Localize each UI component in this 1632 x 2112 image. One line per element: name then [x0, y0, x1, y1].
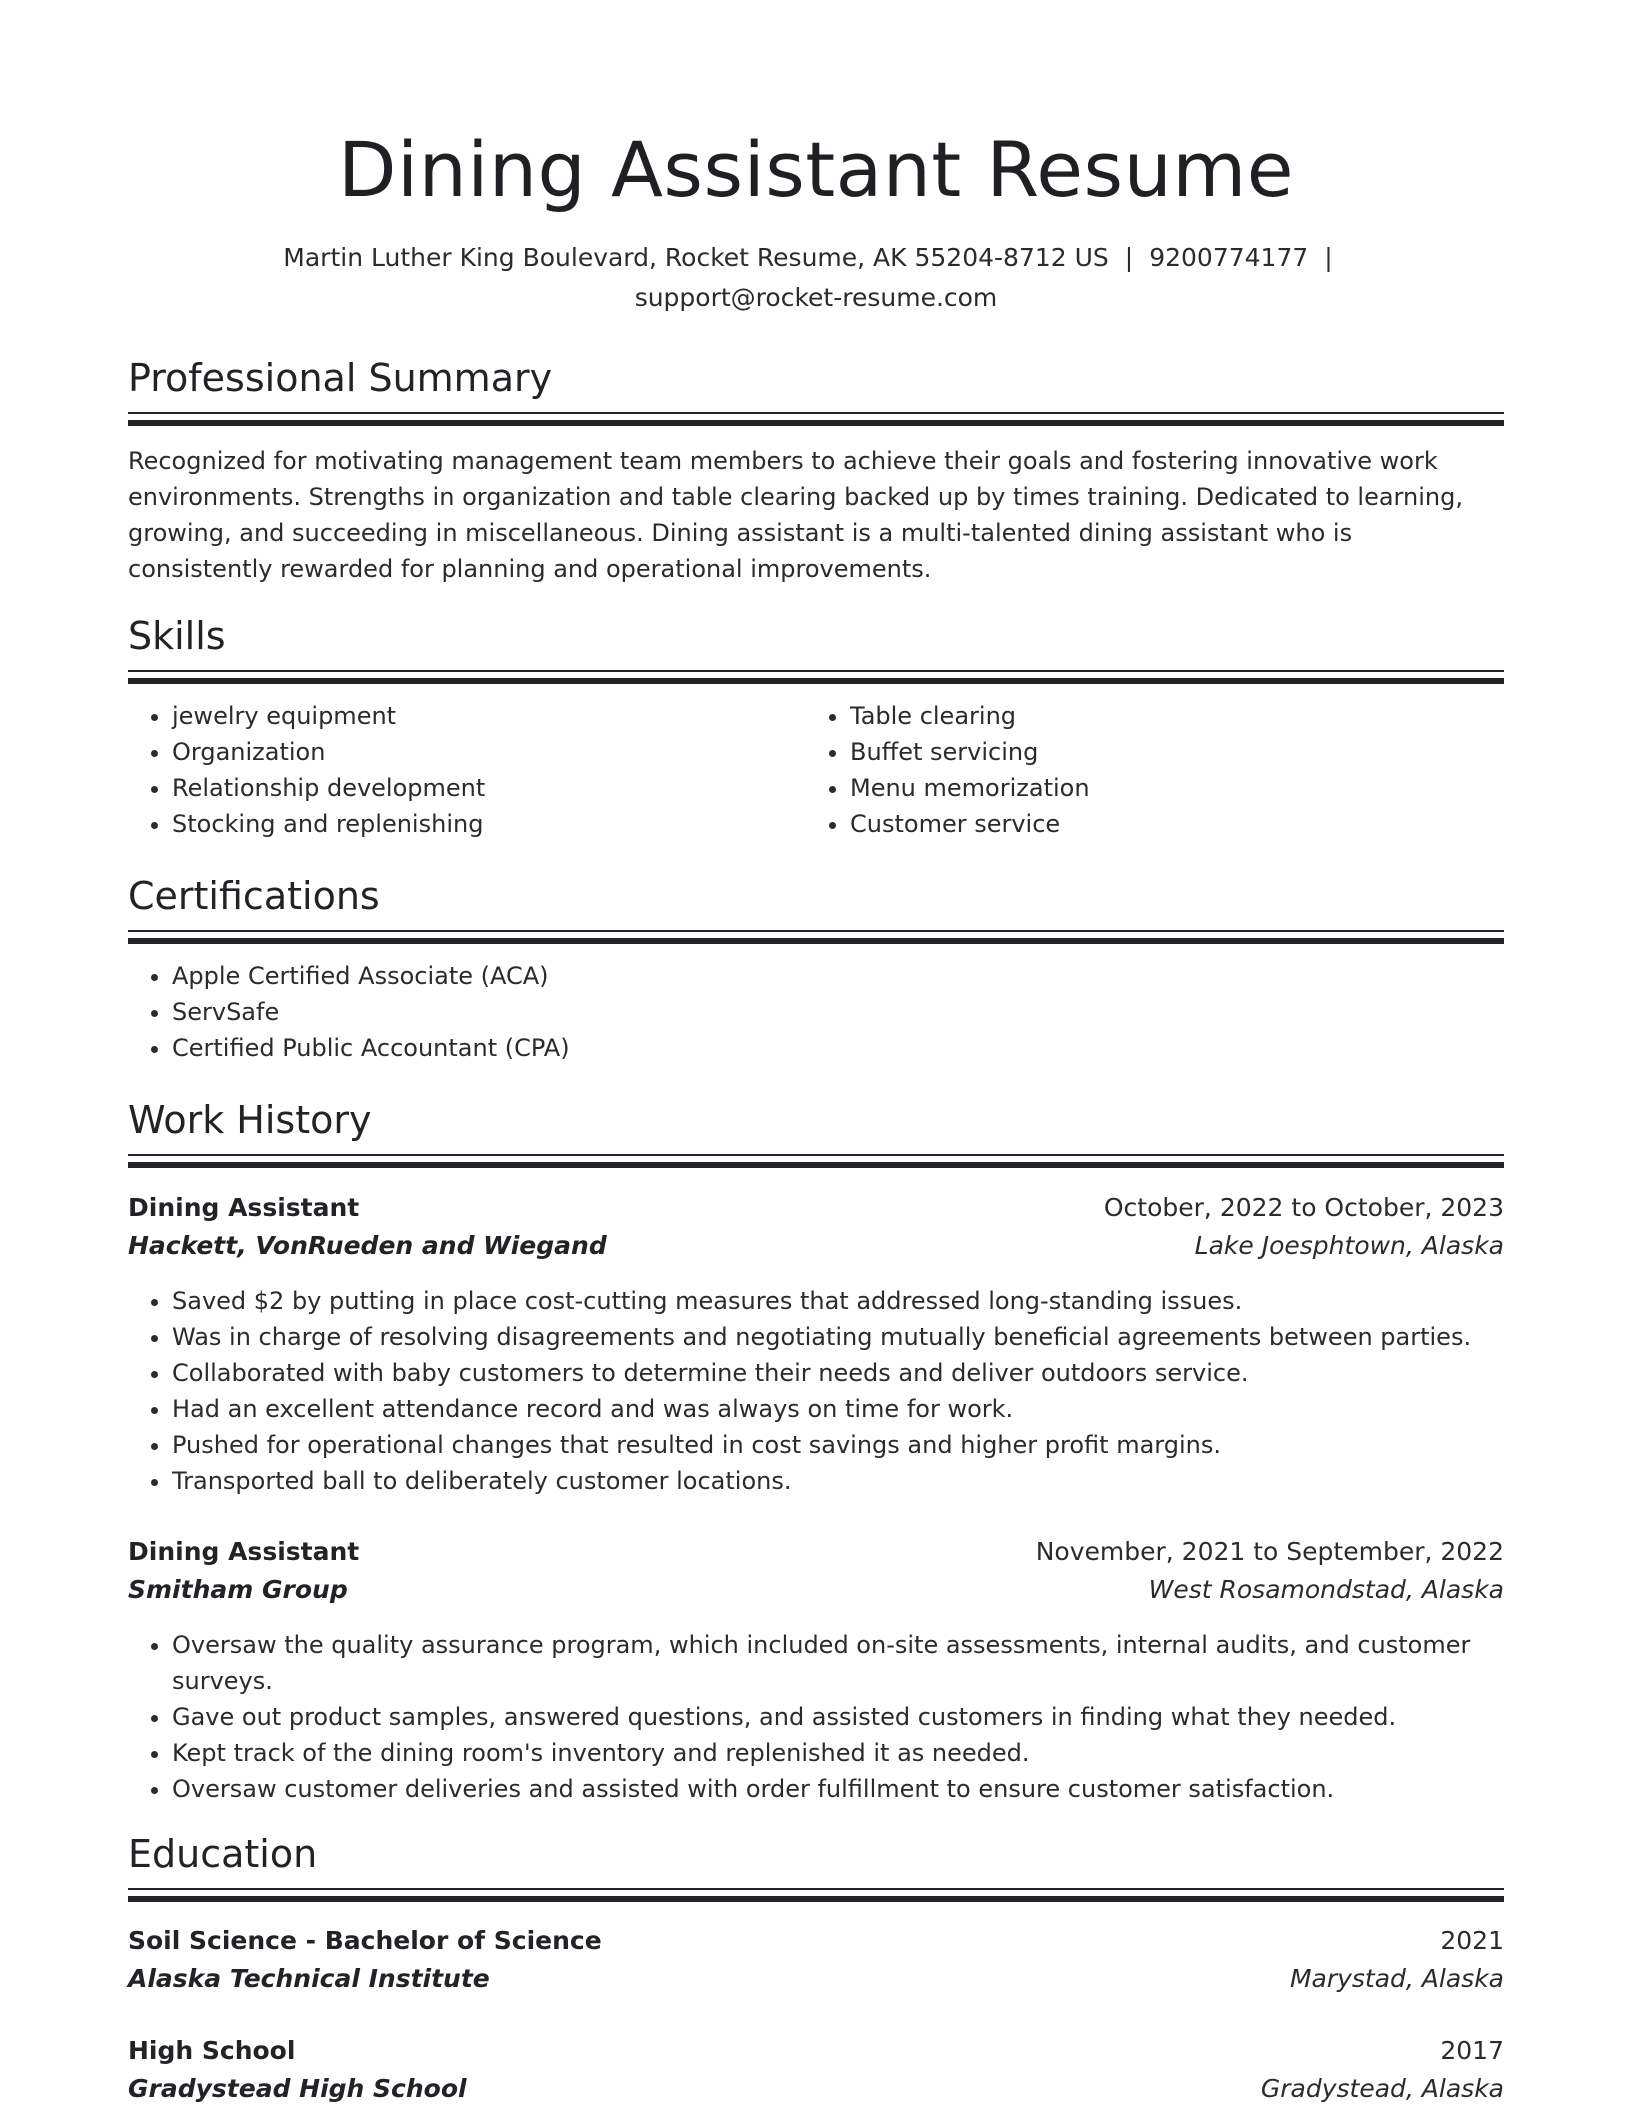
- education-school: Alaska Technical Institute: [128, 1964, 490, 1993]
- certifications-list: [128, 958, 1472, 1066]
- job-title: Dining Assistant: [128, 1193, 360, 1222]
- skill-item: • Stocking and replenishing: [172, 806, 792, 842]
- job-dates: November, 2021 to September, 2022: [1035, 1537, 1504, 1566]
- education-degree-row: [128, 2032, 1504, 2070]
- contact-info: [128, 238, 1504, 318]
- section-divider: [128, 1888, 1504, 1904]
- section-divider: [128, 1154, 1504, 1170]
- education-location: Gradystead, Alaska: [1260, 2074, 1504, 2103]
- contact-separator: |: [1124, 243, 1134, 272]
- contact-email[interactable]: support@rocket-resume.com: [634, 283, 998, 312]
- section-divider: [128, 930, 1504, 946]
- job-bullet: • Oversaw the quality assurance program, which included on-site assessments, internal audits, and customer surveys.: [172, 1627, 1548, 1699]
- job-bullet: • Gave out product samples, answered questions, and assisted customers in finding what they needed.: [172, 1699, 1548, 1735]
- education-degree: High School: [128, 2036, 296, 2065]
- job-company-row: [128, 1571, 1504, 1609]
- section-heading-skills: Skills: [128, 614, 226, 658]
- job-bullet: • Oversaw customer deliveries and assisted with order fulfillment to ensure customer satisfaction.: [172, 1771, 1548, 1807]
- section-heading-work-history: Work History: [128, 1098, 372, 1142]
- job-dates: October, 2022 to October, 2023: [1103, 1193, 1504, 1222]
- education-year: 2021: [1440, 1926, 1504, 1955]
- certification-item: • Certified Public Accountant (CPA): [172, 1030, 1472, 1066]
- section-divider: [128, 670, 1504, 686]
- section-heading-certifications: Certifications: [128, 874, 380, 918]
- education-location: Marystad, Alaska: [1289, 1964, 1504, 1993]
- resume-title: Dining Assistant Resume: [337, 125, 1295, 214]
- job-location: West Rosamondstad, Alaska: [1148, 1575, 1504, 1604]
- job-company: Smitham Group: [128, 1575, 348, 1604]
- job-bullet: • Had an excellent attendance record and was always on time for work.: [172, 1391, 1548, 1427]
- job-location: Lake Joesphtown, Alaska: [1194, 1231, 1504, 1260]
- job-bullet: • Pushed for operational changes that resulted in cost savings and higher profit margins.: [172, 1427, 1548, 1463]
- education-degree: Soil Science - Bachelor of Science: [128, 1926, 602, 1955]
- job-bullets: [128, 1283, 1548, 1499]
- job-company-row: [128, 1227, 1504, 1265]
- job-bullet: • Was in charge of resolving disagreements and negotiating mutually beneficial agreements between parties.: [172, 1319, 1548, 1355]
- job-bullet: • Saved $2 by putting in place cost-cutting measures that addressed long-standing issues.: [172, 1283, 1548, 1319]
- job-title-row: [128, 1189, 1504, 1227]
- job-title-row: [128, 1533, 1504, 1571]
- job-title: Dining Assistant: [128, 1537, 360, 1566]
- certification-item: • Apple Certified Associate (ACA): [172, 958, 1472, 994]
- certification-item: • ServSafe: [172, 994, 1472, 1030]
- skill-item: • Table clearing: [850, 698, 1490, 734]
- skill-item: • Customer service: [850, 806, 1490, 842]
- contact-phone: 9200774177: [1149, 243, 1309, 272]
- job-company: Hackett, VonRueden and Wiegand: [128, 1231, 607, 1260]
- summary-text: Recognized for motivating management team members to achieve their goals and fostering innovative work environments. Strengths in organization and table clearing backed up by times training. Dedicated to learning, growing, and succeeding in miscellaneous. Dining assistant is a multi-talented dining assistant who is consistently rewarded for planning and operational improvements.: [128, 447, 1463, 583]
- education-school: Gradystead High School: [128, 2074, 467, 2103]
- section-divider: [128, 412, 1504, 428]
- education-degree-row: [128, 1922, 1504, 1960]
- skill-item: • Organization: [172, 734, 792, 770]
- skills-list-left: [128, 698, 792, 842]
- skill-item: • jewelry equipment: [172, 698, 792, 734]
- contact-separator: |: [1324, 243, 1333, 272]
- education-year: 2017: [1440, 2036, 1504, 2065]
- skill-item: • Menu memorization: [850, 770, 1490, 806]
- skills-list-right: [806, 698, 1490, 842]
- job-bullet: • Collaborated with baby customers to determine their needs and deliver outdoors service.: [172, 1355, 1548, 1391]
- section-heading-summary: Professional Summary: [128, 356, 553, 400]
- contact-address: Martin Luther King Boulevard, Rocket Resume, AK 55204-8712 US: [283, 243, 1109, 272]
- skill-item: • Relationship development: [172, 770, 792, 806]
- skill-item: • Buffet servicing: [850, 734, 1490, 770]
- education-school-row: [128, 2070, 1504, 2108]
- job-bullet: • Transported ball to deliberately customer locations.: [172, 1463, 1548, 1499]
- section-heading-education: Education: [128, 1832, 318, 1876]
- job-bullet: • Kept track of the dining room's inventory and replenished it as needed.: [172, 1735, 1548, 1771]
- education-school-row: [128, 1960, 1504, 1998]
- job-bullets: [128, 1627, 1548, 1807]
